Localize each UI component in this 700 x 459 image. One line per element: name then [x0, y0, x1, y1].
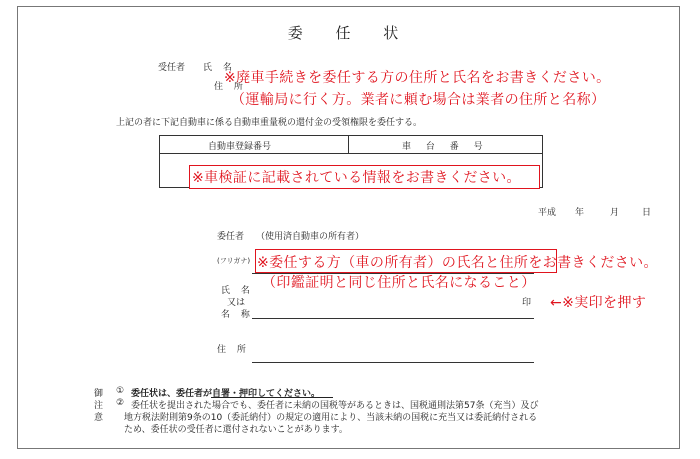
notes-side-label-2: 注 — [94, 401, 104, 411]
delegator-name-label-3: 名 称 — [221, 310, 254, 320]
date-year: 年 — [575, 208, 585, 218]
notes-side-label-3: 意 — [94, 413, 104, 423]
delegator-annotation-line2: （印鑑証明と同じ住所と氏名になること） — [262, 275, 536, 291]
delegator-address-label: 住 所 — [217, 345, 250, 355]
name-underline — [252, 318, 534, 319]
delegator-name-label-1: 氏 名 — [221, 286, 254, 296]
table-annotation: ※車検証に記載されている情報をお書きください。 — [192, 170, 521, 186]
notes-side-label-1: 御 — [94, 389, 104, 399]
furigana-label: (フリガナ) — [217, 257, 251, 265]
delegate-annotation-line2: （運輸局に行く方。業者に頼む場合は業者の住所と名称） — [231, 92, 606, 108]
address-underline — [252, 362, 534, 363]
note-2-text-line1: 委任状を提出された場合でも、委任者に未納の国税等があるときは、国税通則法第57条（充当）及び — [131, 401, 539, 411]
delegate-annotation-line1: ※廃車手続きを委任する方の住所と氏名をお書きください。 — [224, 70, 611, 86]
document-title: 委 任 状 — [287, 24, 413, 42]
delegation-statement: 上記の者に下記自動車に係る自動車重量税の還付金の受領権限を委任する。 — [116, 118, 423, 128]
note-2-number: ② — [116, 398, 125, 408]
date-month: 月 — [610, 208, 620, 218]
chassis-number-header: 車 台 番 号 — [402, 142, 489, 152]
date-day: 日 — [642, 208, 652, 218]
delegate-name-label: 氏 名 — [203, 63, 236, 73]
note-2-text-line3: ため、委任状の受任者に還付されないことがあります。 — [124, 425, 348, 435]
delegate-address-label: 住 所 — [214, 82, 247, 92]
delegator-name-label-2: 又は — [227, 298, 246, 308]
registration-number-header: 自動車登録番号 — [208, 142, 272, 152]
date-era: 平成 — [538, 208, 557, 218]
note-1-number: ① — [116, 386, 125, 396]
delegator-owner-note: （使用済自動車の所有者） — [256, 232, 365, 242]
seal-label: 印 — [522, 298, 532, 308]
seal-note: ←※実印を押す — [550, 295, 647, 311]
note-2-text-line2: 地方税法附則第9条の10（委託納付）の規定の適用により、当該未納の国税に充当又は委託納付される — [124, 413, 538, 423]
delegator-label: 委任者 — [217, 232, 245, 242]
delegator-annotation-line1: ※委任する方（車の所有者）の氏名と住所をお書きください。 — [257, 255, 658, 271]
delegate-label: 受任者 — [158, 63, 186, 73]
vehicle-table-divider — [348, 136, 349, 153]
note-1-text: 委任状は、委任者が自署・押印してください。 — [131, 389, 321, 399]
